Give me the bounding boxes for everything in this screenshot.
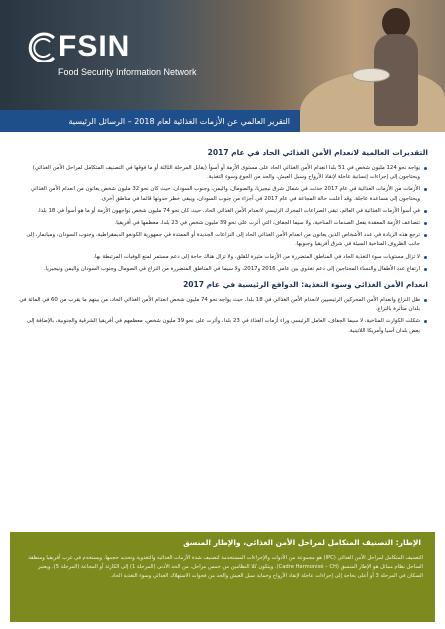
list-item: ظل النزاع وانعدام الأمن المحركين الرئيسيين لانعدام الأمن الغذائي في 18 بلدا، حيث يواجه نحو 74 مليون شخص انعدام الأمن الغذائي الحاد، من بينهم ما يقرب من 60 في المائة في بلدان متأثرة بالنزاع.	[16, 296, 428, 314]
child-figure	[372, 8, 420, 126]
box-title: الإطار: التصنيف المتكامل لمراحل الأمن الغذائي، والإطار المنسق	[183, 538, 421, 547]
list-item: يواجه نحو 124 مليون شخص في 51 بلدا انعدام الأمن الغذائي الحاد على مستوى الأزمة أو أسوأ (يقابل المرحلة الثالثة أو ما فوقها في التصنيف المتكامل لمراحل الأمن الغذائي) ويحتاجون إلى إجراءات إنسانية عاجلة لإنقاذ الأرواح وسبل العيش، والحد من الجوع وسوء التغذية.	[16, 164, 428, 182]
list-item: الأزمات من الأزمات الغذائية في عام 2017 حدثت في شمال شرق نيجيريا، والصومال، واليمن، وجنوب السودان، حيث كان نحو 32 مليون شخص يعانون من انعدام الأمن الغذائي ويحتاجون إلى مساعدة عاجلة. وقد أعلنت حالة المجاعة في عام 2017 في أجزاء من جنوب السودان، ويبقى خطر حدوثها قائما في مناطق أخرى.	[16, 185, 428, 203]
list-item: تتضاعف الأزمة المعقدة بفعل الصدمات المناخية، ولا سيما الجفاف، التي أثرت على نحو 39 مليون شخص في 23 بلدا، معظمها في أفريقيا.	[16, 219, 428, 228]
section-title: انعدام الأمن الغذائي وسوء التغذية: الدوافع الرئيسية في عام 2017	[183, 280, 428, 290]
box-text: التصنيف المتكامل لمراحل الأمن الغذائي (IPC) هو مجموعة من الأدوات والإجراءات المستخدمة لتصنيف شدة الأزمات الغذائية والتغذوية وتحديد حجمها. ويستخدم في غرب أفريقيا ومنطقة الساحل نظام مماثل هو الإطار المنسق (Cadre Harmonisé – CH). ويتكون كلا النظامين من خمس مراحل، من الحد الأدنى (المرحلة 1) إلى الكارثة أو المجاعة (المرحلة 5). ويعتبر السكان في المرحلة 3 أو أعلى بحاجة إلى إجراءات عاجلة لإنقاذ الأرواح وحماية سبل العيش والحد من فجوات الاستهلاك الغذائي وسوء التغذية الحاد.	[28, 555, 423, 579]
fsin-logo	[28, 30, 198, 90]
list-item: ترجع هذه الزيادة في عدد الأشخاص الذين يعانون من انعدام الأمن الغذائي الحاد إلى النزاعات الجديدة أو الممتدة في جمهورية الكونغو الديمقراطية، وجنوب السودان، وميانمار، إلى جانب الظروف المناخية السيئة في شرق أفريقيا وجنوبها.	[16, 231, 428, 249]
ipc-info-box	[10, 532, 435, 622]
plate-icon	[352, 68, 390, 82]
title-bar	[0, 110, 300, 132]
list-item: شكلت الكوارث المناخية، لا سيما الجفاف، العامل الرئيسي وراء أزمات الغذاء في 23 بلدا، وأثرت على نحو 39 مليون شخص، معظمهم في أفريقيا الشرقية والجنوبية، بالإضافة إلى بعض بلدان آسيا وأمريكا اللاتينية.	[16, 317, 428, 335]
brand-name: FSIN	[58, 30, 131, 63]
bullet-list	[16, 296, 428, 336]
main-content	[16, 148, 428, 339]
brand-subtitle: Food Security Information Network	[58, 67, 197, 77]
section-title: التقديرات العالمية لانعدام الأمن الغذائي الحاد في عام 2017	[207, 148, 428, 157]
bullet-list	[16, 164, 428, 274]
list-item: لا تزال مستويات سوء التغذية الحاد في المناطق المتضررة من الأزمات مثيرة للقلق، ولا تزال هناك حاجة إلى دعم مستمر لمنع الوفيات المرتبطة بها.	[16, 253, 428, 262]
logo-arc-icon	[28, 32, 58, 62]
list-item: في أسوأ الأزمات الغذائية في العالم، تبقى الصراعات المحرك الرئيسي لانعدام الأمن الغذائي الحاد، حيث كان نحو 74 مليون شخص يواجهون الأزمة أو ما هو أسوأ في 18 بلدا.	[16, 207, 428, 216]
report-title: التقرير العالمي عن الأزمات الغذائية لعام 2018 – الرسائل الرئيسية	[68, 117, 290, 126]
header-photo	[0, 0, 445, 132]
list-item: ارتفاع عدد الأطفال والنساء المحتاجين إلى دعم تغذوي بين عامي 2016 و2017، ولا سيما في المناطق المتضررة من النزاع في الصومال وجنوب السودان واليمن ونيجيريا.	[16, 265, 428, 274]
